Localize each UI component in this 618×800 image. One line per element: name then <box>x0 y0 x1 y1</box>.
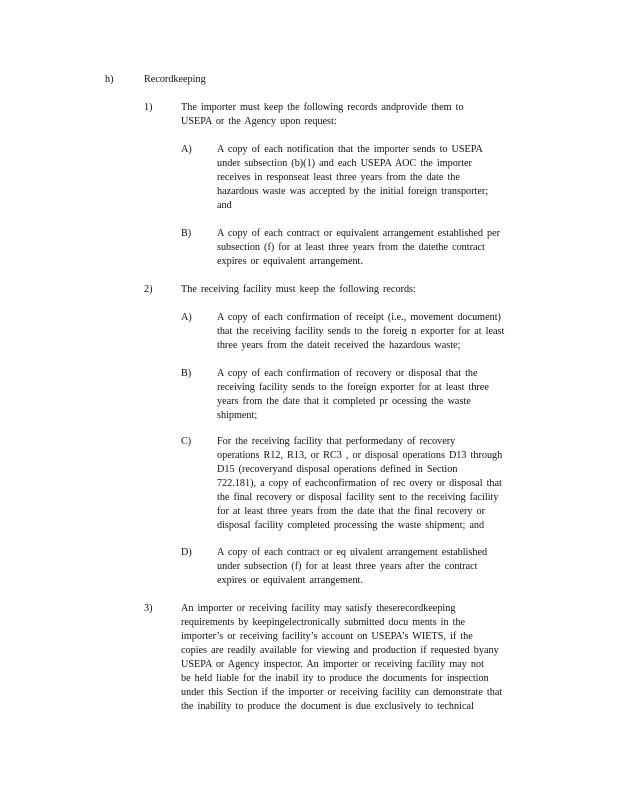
subitem-text-line: three years from the dateit received the hazardous waste; <box>217 340 461 351</box>
subitem-text-line: 722.181), a copy of eachconfirmation of rec overy or disposal that <box>217 478 502 489</box>
subitem-label: B) <box>181 368 192 379</box>
subitem-text-line: D15 (recoveryand disposal operations defined in Section <box>217 464 458 475</box>
subitem-text-line: subsection (f) for at least three years from the datethe contract <box>217 242 485 253</box>
subitem-text-line: shipment; <box>217 410 258 421</box>
subitem-text-line: A copy of each contract or equivalent arrangement established per <box>217 228 501 239</box>
subitem-text-line: the final recovery or disposal facility sent to the receiving facility <box>217 492 499 503</box>
subitem-text-line: disposal facility completed processing the waste shipment; and <box>217 520 485 531</box>
subitem-text-line: A copy of each contract or eq uivalent arrangement established <box>217 547 488 558</box>
subitem-text-line: under subsection (b)(1) and each USEPA AOC the importer <box>217 158 472 169</box>
subitem-label: D) <box>181 547 192 558</box>
subitem-text-line: years from the date that it completed pr ocessing the waste <box>217 396 471 407</box>
subitem-text-line: for at least three years from the date that the final recovery or <box>217 506 486 517</box>
section-title: Recordkeeping <box>144 74 206 85</box>
subitem-text-line: hazardous waste was accepted by the initial foreign transporter; <box>217 186 489 197</box>
item-label: 1) <box>144 102 153 113</box>
item-text-line: USEPA or Agency inspector. An importer or receiving facility may not <box>181 659 484 670</box>
item-text-line: The receiving facility must keep the following records: <box>181 284 416 295</box>
item-text-line: requirements by keepingelectronically submitted docu ments in the <box>181 617 466 628</box>
subitem-text-line: receives in responseat least three years from the date the <box>217 172 460 183</box>
subitem-text-line: expires or equivalent arrangement. <box>217 575 363 586</box>
section-label: h) <box>105 74 114 85</box>
subitem-text-line: and <box>217 200 232 211</box>
item-text-line: under this Section if the importer or receiving facility can demonstrate that <box>181 687 503 698</box>
subitem-text-line: A copy of each confirmation of receipt (i.e., movement document) <box>217 312 501 323</box>
subitem-text-line: receiving facility sends to the foreign exporter for at least three <box>217 382 489 393</box>
subitem-text-line: A copy of each notification that the importer sends to USEPA <box>217 144 483 155</box>
subitem-text-line: under subsection (f) for at least three years after the contract <box>217 561 478 572</box>
subitem-text-line: operations R12, R13, or RC3 , or disposal operations D13 through <box>217 450 503 461</box>
item-label: 2) <box>144 284 153 295</box>
subitem-label: C) <box>181 436 192 447</box>
item-text-line: copies are readily available for viewing and production if requested byany <box>181 645 499 656</box>
subitem-label: B) <box>181 228 192 239</box>
item-text-line: USEPA or the Agency upon request: <box>181 116 337 127</box>
subitem-text-line: A copy of each confirmation of recovery or disposal that the <box>217 368 478 379</box>
item-label: 3) <box>144 603 153 614</box>
subitem-text-line: that the receiving facility sends to the foreig n exporter for at least <box>217 326 505 337</box>
subitem-text-line: For the receiving facility that performedany of recovery <box>217 436 456 447</box>
item-text-line: be held liable for the inabil ity to produce the documents for inspection <box>181 673 489 684</box>
item-text-line: importer’s or receiving facility’s account on USEPA’s WIETS, if the <box>181 631 473 642</box>
item-text-line: The importer must keep the following records andprovide them to <box>181 102 464 113</box>
item-text-line: the inability to produce the document is due exclusively to technical <box>181 701 474 712</box>
subitem-text-line: expires or equivalent arrangement. <box>217 256 363 267</box>
item-text-line: An importer or receiving facility may satisfy theserecordkeeping <box>181 603 456 614</box>
subitem-label: A) <box>181 144 192 155</box>
subitem-label: A) <box>181 312 192 323</box>
